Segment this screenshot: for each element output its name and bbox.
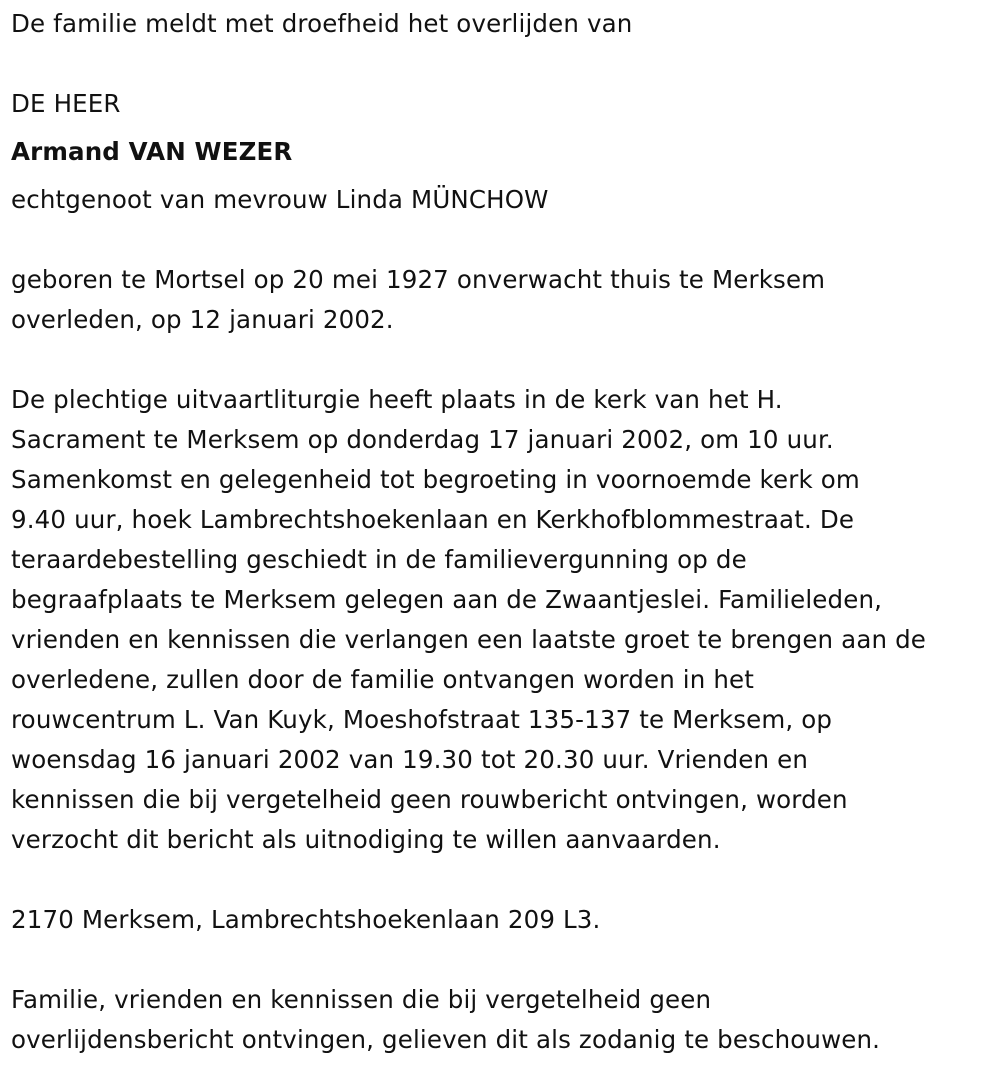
spacer [11, 44, 996, 84]
paragraph-line: begraafplaats te Merksem gelegen aan de Zwaantjeslei. Familieleden, [11, 585, 883, 614]
paragraph-line: rouwcentrum L. Van Kuyk, Moeshofstraat 135-137 te Merksem, op [11, 705, 833, 734]
spouse-text [11, 180, 996, 220]
spacer [11, 340, 996, 380]
spacer [11, 860, 996, 900]
paragraph-line: geboren te Mortsel op 20 mei 1927 onverwacht thuis te Merksem [11, 265, 826, 294]
paragraph-line: woensdag 16 januari 2002 van 19.30 tot 20.30 uur. Vrienden en [11, 745, 809, 774]
paragraph-line: teraardebestelling geschiedt in de familievergunning op de [11, 545, 747, 574]
birth-death-paragraph [11, 260, 996, 340]
paragraph-line: kennissen die bij vergetelheid geen rouwbericht ontvingen, worden [11, 785, 848, 814]
intro-line: De familie meldt met droefheid het overlijden van [11, 9, 633, 38]
paragraph-line: Familie, vrienden en kennissen die bij vergetelheid geen [11, 985, 712, 1014]
paragraph-line: overledene, zullen door de familie ontvangen worden in het [11, 665, 755, 694]
ceremony-paragraph [11, 380, 996, 860]
paragraph-line: Sacrament te Merksem op donderdag 17 januari 2002, om 10 uur. [11, 425, 834, 454]
honorific: DE HEER [11, 89, 121, 118]
intro-text [11, 4, 996, 44]
paragraph-line: overleden, op 12 januari 2002. [11, 305, 394, 334]
address-line: 2170 Merksem, Lambrechtshoekenlaan 209 L3. [11, 905, 601, 934]
spacer [11, 220, 996, 260]
paragraph-line: overlijdensbericht ontvingen, gelieven dit als zodanig te beschouwen. [11, 1025, 881, 1054]
paragraph-line: vrienden en kennissen die verlangen een laatste groet te brengen aan de [11, 625, 927, 654]
deceased-name [11, 132, 996, 172]
death-notice [11, 4, 996, 1060]
title-text [11, 84, 996, 124]
spacer [11, 124, 996, 132]
paragraph-line: De plechtige uitvaartliturgie heeft plaats in de kerk van het H. [11, 385, 783, 414]
paragraph-line: 9.40 uur, hoek Lambrechtshoekenlaan en Kerkhofblommestraat. De [11, 505, 855, 534]
spacer [11, 940, 996, 980]
deceased-name-text: Armand VAN WEZER [11, 137, 293, 166]
address-text [11, 900, 996, 940]
paragraph-line: Samenkomst en gelegenheid tot begroeting in voornoemde kerk om [11, 465, 860, 494]
spacer [11, 172, 996, 180]
paragraph-line: verzocht dit bericht als uitnodiging te willen aanvaarden. [11, 825, 721, 854]
spouse-line: echtgenoot van mevrouw Linda MÜNCHOW [11, 185, 549, 214]
closing-paragraph [11, 980, 996, 1060]
